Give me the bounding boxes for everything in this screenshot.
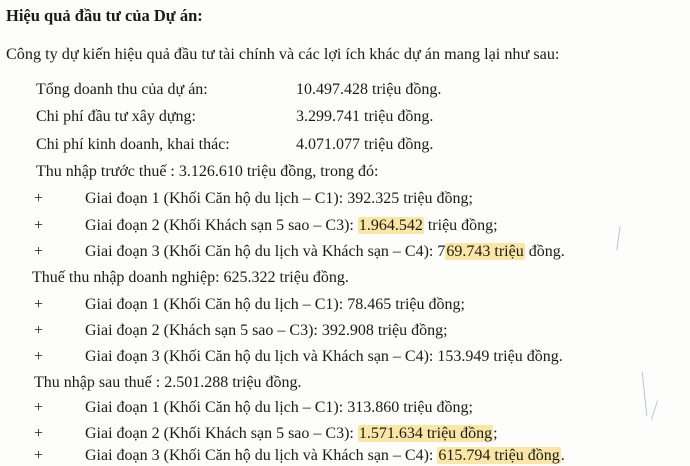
after-tax-phase-2 (85, 424, 498, 444)
summary-value-operating-cost: 4.071.077 triệu đồng. (296, 136, 434, 153)
bullet-marker: + (34, 322, 44, 339)
margin-pen-mark (616, 226, 620, 250)
after-tax-phase-1: Giai đoạn 1 (Khối Căn hộ du lịch – C1): 313.860 triệu đồng; (85, 399, 473, 416)
text-segment: đồng. (524, 243, 565, 260)
intro-paragraph: Công ty dự kiến hiệu quả đầu tư tài chính và các lợi ích khác dự án mang lại như sau: (6, 45, 560, 63)
summary-label-operating-cost: Chi phí kinh doanh, khai thác: (36, 136, 230, 153)
after-tax-phase-3 (85, 446, 565, 466)
corporate-tax-heading: Thuế thu nhập doanh nghiệp: 625.322 triệu đồng. (32, 269, 349, 286)
highlighted-amount: 69.743 triệu (446, 243, 524, 260)
margin-pen-mark (651, 400, 658, 419)
pre-tax-income-heading: Thu nhập trước thuế : 3.126.610 triệu đồng, trong đó: (36, 163, 379, 180)
pre-tax-phase-3 (85, 242, 565, 262)
summary-value-construction-cost: 3.299.741 triệu đồng. (296, 108, 434, 125)
text-segment: Giai đoạn 3 (Khối Căn hộ du lịch và Khách sạn – C4): 7 (85, 243, 446, 260)
bullet-marker: + (34, 447, 44, 464)
text-segment: triệu đồng; (423, 217, 498, 234)
bullet-marker: + (34, 399, 44, 416)
bullet-marker: + (34, 217, 44, 234)
corporate-tax-phase-2: Giai đoạn 2 (Khách sạn 5 sao – C3): 392.908 triệu đồng; (85, 322, 448, 339)
bullet-marker: + (34, 296, 44, 313)
corporate-tax-phase-3: Giai đoạn 3 (Khối Căn hộ du lịch và Khách sạn – C4): 153.949 triệu đồng. (85, 348, 563, 365)
after-tax-income-heading: Thu nhập sau thuế : 2.501.288 triệu đồng. (34, 374, 302, 391)
bullet-marker: + (34, 243, 44, 260)
bullet-marker: + (34, 190, 44, 207)
summary-label-revenue: Tổng doanh thu của dự án: (36, 81, 208, 98)
bullet-marker: + (34, 348, 44, 365)
text-segment: . (560, 447, 565, 464)
highlighted-amount: 615.794 triệu đồng (438, 447, 560, 464)
corporate-tax-phase-1: Giai đoạn 1 (Khối Căn hộ du lịch – C1): 78.465 triệu đồng; (85, 296, 465, 313)
pre-tax-phase-2 (85, 216, 498, 236)
highlighted-amount: 1.964.542 (358, 217, 423, 234)
summary-label-construction-cost: Chi phí đầu tư xây dựng: (36, 108, 196, 125)
margin-pen-mark (642, 372, 648, 416)
highlighted-amount: 1.571.634 triệu đồng (358, 425, 493, 442)
summary-value-revenue: 10.497.428 triệu đồng. (296, 81, 442, 98)
bullet-marker: + (34, 425, 44, 442)
text-segment: Giai đoạn 3 (Khối Căn hộ du lịch và Khách sạn – C4): (85, 447, 438, 464)
text-segment: Giai đoạn 2 (Khối Khách sạn 5 sao – C3): (85, 217, 358, 234)
section-heading: Hiệu quả đầu tư của Dự án: (6, 6, 203, 25)
text-segment: ; (493, 425, 498, 442)
pre-tax-phase-1: Giai đoạn 1 (Khối Căn hộ du lịch – C1): 392.325 triệu đồng; (85, 190, 473, 207)
text-segment: Giai đoạn 2 (Khối Khách sạn 5 sao – C3): (85, 425, 358, 442)
